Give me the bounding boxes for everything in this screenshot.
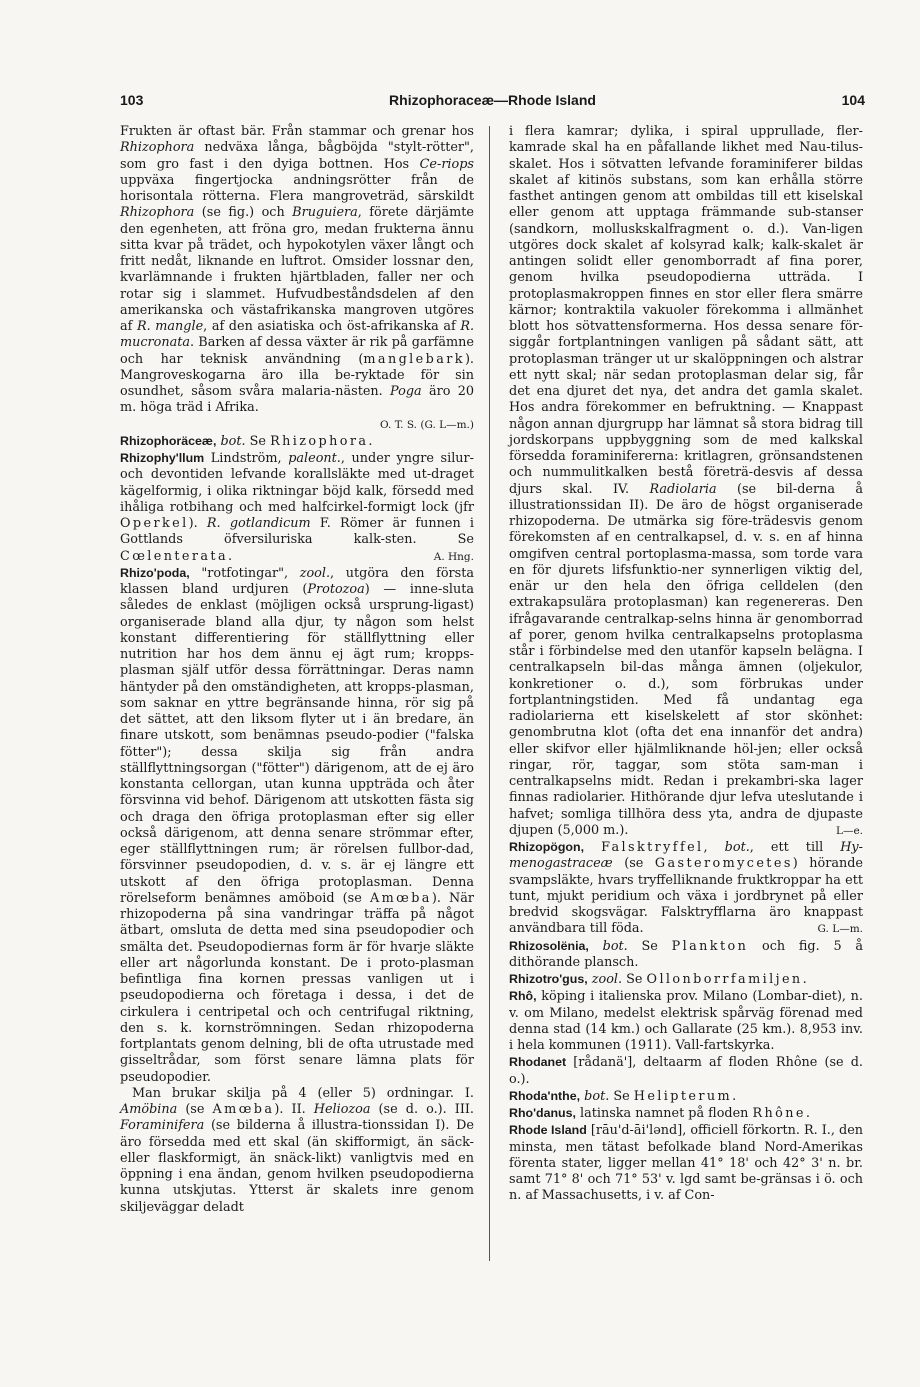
text-run: Ce-riops: [419, 156, 474, 172]
text-run: Foraminifera: [120, 1118, 205, 1134]
signature: G. L—m.: [817, 923, 863, 936]
text-run: Se: [627, 938, 672, 954]
headword: Rhizopögon,: [509, 840, 585, 854]
headword: Rhoda'nthe,: [509, 1088, 581, 1103]
text-run: ). II.: [274, 1102, 314, 1117]
text-run: bot.: [584, 1088, 610, 1104]
headword: Rhodanet: [509, 1055, 567, 1070]
page-header: [120, 92, 865, 114]
headword: Rhizotro'gus,: [509, 972, 588, 986]
text-run: paleont.: [288, 451, 341, 466]
text-run: manglebark: [363, 351, 465, 367]
text-run: [rådanä'], deltaarm af floden Rhône (se d. o.).: [509, 1055, 863, 1087]
text-run: ) — inne-sluta således de enklast (möjligen också ursprung-ligast) organiserade bland alla djur, ty någon som helst konstant differentiering för ställflyttning eller nutrition har hos dem ännu ej ägt rum; kropps-plasman själf utför dessa förrättningar. Deras namn häntyder på den omständigheten, att kropps-plasman, som saknar en yttre begränsande hinna, rör sig på det sättet, att den liksom flyter ut i än bredare, än finare utskott, som benämnas pseudo-podier ("falska fötter"); dessa skilja sig från andra ställflyttningsorgan ("fötter") därigenom, att de ej äro konstanta cellorgan, utan kunna uppträda och åter försvinna vid behof. Därigenom att utskotten fästa sig och draga den öfriga protoplasman efter sig eller också därigenom, att denna senare strömmar efter, eger ställflyttningen rum; är rörelsen fullbor-dad, försvinner pseudopodien, d. v. s. är ej längre ett utskott af den öfriga protoplasman. Denna rörelseform benämnes amöboid (se: [120, 582, 474, 906]
text-run: bot.: [220, 433, 246, 449]
text-run: Operkel: [120, 516, 189, 531]
text-run: latinska namnet på floden: [575, 1106, 753, 1121]
text-run: (se bil-derna å illustrationssidan II). De äro de högst organiserade rhizopoderna. De utmärka sig före-trädesvis genom förekomsten af en centralkapsel, d. v. s. en af hinna omgifven central portoplasma-massa, som torde vara en för djurets lifsfunktio-ner synnerligen viktig del, enär ur den hela den öfriga celldelen (den extrakapsulära protoplasman) kan regenereras. Den ifrågavarande centralkap-selns hinna är genomborrad af porer, genom hvilka centralkapselns protoplasma står i förbindelse med den utanför kapseln belägna. I centralkapseln bil-das många ämnen (oljekulor, konkretioner o. d.), som förbrukas under fortplantningstiden. Med få undantag ega radiolarierna ett kiselskelett af stor skönhet: genombrutna klot (ofta det ena innanför det andra) eller skifvor eller hjälmliknande höl-jen; eller också ringar, rör, taggar, som stöta sam-man i centralkapselns midt. Redan i prekambri-ska lager finnas radiolarier. Hithörande djur lefva uteslutande i hafvet; somliga tillhöra dess yta, andra de djupaste djupen (5,000 m.).: [509, 481, 863, 838]
text-run: [584, 840, 601, 855]
text-run: Frukten är oftast bär. Från stammar och grenar hos: [120, 124, 474, 139]
running-title: Rhizophoraceæ—Rhode Island: [389, 92, 596, 108]
headword: Rhizosolënia,: [509, 938, 589, 953]
headword: Rho'danus,: [509, 1106, 576, 1120]
left-column: [120, 124, 474, 1216]
entry-rho: [509, 988, 863, 1054]
text-run: .: [805, 1106, 810, 1121]
rhizopoda-orders: [120, 1086, 474, 1216]
entry-rhodanus: [509, 1105, 863, 1122]
headword: Rhode Island: [509, 1123, 587, 1138]
text-run: , under yngre silur- och devontiden lefvande korallsläkte med ut-draget kägelformig, i olika riktningar böjd kalk, försedd med ihåliga rotbihang och med halfcirkel-formigt lock (jfr: [120, 451, 474, 515]
text-run: Se: [609, 1088, 634, 1104]
text-run: .: [368, 433, 373, 449]
text-run: Lindström,: [204, 451, 289, 466]
rhizopoda-continuation: [509, 124, 863, 839]
text-run: Poga: [390, 384, 422, 399]
text-run: , ett till: [749, 840, 841, 855]
signature: O. T. S. (G. L—m.): [380, 418, 474, 431]
entry-rhodanet: [509, 1054, 863, 1088]
text-run: i flera kamrar; dylika, i spiral upprullade, fler-kamrade skal ha en påfallande likhet med Nau-tilus-skalet. Hos i sötvatten lefvande foraminiferer bildas skalet af kitinös substans, som kan erhålla större fasthet antingen genom att ombildas till ett kiselskal eller genom att upptaga främmande sub-stanser (sandkorn, molluskskalfragment o. d.). Van-ligen utgöres dock skalet af kolsyrad kalk; kalk-skalet är antingen solidt eller genomborradt af fina porer, genom hvilka pseudopodierna utträda. I protoplasmakroppen finnes en stor eller flera smärre kärnor; kontraktila vakuoler förekomma i allmänhet blott hos sötvattensformerna. Hos dessa senare för-siggår fortplantningen vanligen på sådant sätt, att protoplasman tränger ut ur skalöppningen och alstrar ett nytt skal; när sedan protoplasman delar sig, får det ena djuret det nya, det andra det gamla skalet. Hos andra förekommer en befruktning. — Knappast någon annan djurgrupp har lämnat så stora bidrag till jordskorpans uppbyggning som de med kalkskal försedda foraminifererna: kritlagren, grönsandstenen och nummulitkalken bestå företrä-desvis af dessa djurs skal. IV.: [509, 124, 863, 497]
text-run: (se d. o.). III.: [370, 1102, 474, 1117]
text-run: F. Römer är funnen i Gottlands öfversiluriska kalk-sten. Se: [120, 516, 474, 548]
text-run: zool.: [591, 972, 623, 987]
text-run: "rotfotingar",: [189, 565, 300, 581]
text-run: , utgöra den första klassen bland urdjuren (: [120, 565, 474, 597]
text-run: bot.: [602, 938, 628, 954]
text-run: Rhizophora: [120, 205, 195, 221]
text-run: Amöbina: [120, 1102, 178, 1117]
text-run: ,: [703, 840, 725, 855]
entry-rhodanthe: [509, 1088, 863, 1105]
text-run: äro 20 m. höga träd i Afrika.: [120, 384, 474, 416]
text-run: Rhizophora: [120, 140, 195, 156]
text-run: (se bilderna å illustra-tionssidan I). De äro försedda med ett skal (än skifformigt, än säck- eller flaskformigt, än snäck-likt) vanligtvis med en öppning i ena ändan, genom hvilken pseudopodierna kunna utskjutas. Ytterst är skalets inre genom skiljeväggar deladt: [120, 1118, 474, 1215]
entry-rhizosolenia: [509, 938, 863, 972]
text-run: , af den asiatiska och öst-afrikanska af: [203, 319, 461, 334]
text-run: Amœba: [369, 890, 432, 906]
page-number-right: 104: [841, 92, 865, 108]
text-run: och fig. 5 å dithörande plansch.: [509, 938, 863, 970]
entry-rhode-island: [509, 1122, 863, 1204]
text-run: Falsktryffel: [601, 840, 704, 855]
text-run: Heliozoa: [313, 1102, 371, 1117]
entry-rhizophyllum: [120, 450, 474, 565]
text-run: .: [802, 972, 807, 987]
text-run: ).: [188, 516, 207, 531]
entry-rhizopogon: [509, 839, 863, 938]
page-number-left: 103: [120, 92, 144, 108]
headword: Rhizo'poda,: [120, 565, 190, 580]
text-run: Rhizophora: [270, 433, 369, 449]
text-run: ). Mangroveskogarna äro illa be-ryktade för sin osundhet, såsom svåra malaria-nästen.: [120, 351, 474, 399]
text-run: .: [228, 548, 233, 564]
right-column: [509, 124, 863, 1205]
headword: Rhizophoräceæ,: [120, 433, 217, 448]
text-run: (se: [612, 856, 655, 872]
text-run: R. gotlandicum: [206, 516, 311, 531]
headword: Rhô,: [509, 989, 537, 1004]
text-run: [rāu'd-āi'lənd], officiell förkortn. R. I., den minsta, men tätast befolkade bland Nord-Amerikas förenta stater, ligger mellan 41° 18' och 42° 3' n. br. samt 71° 8' och 71° 53' v. lgd samt be-gränsas i ö. och n. af Massachusetts, i v. af Con-: [509, 1123, 864, 1204]
text-run: ). När rhizopoderna på sina vandringar träffa på något ätbart, omsluta de detta med sina pseudopodier och smälta det. Pseudopodiernas form är för hvarje släkte eller art någorlunda konstant. De i proto-plasman befintliga fina kornen pressas vanligen ut i pseudopodierna och företaga i dessa, i det de cirkulera i centripetal och och centrifugal riktning, den s. k. kornströmningen. Sedan rhizopoderna fortplantats genom delning, bli de ofta utrustade med gisseltrådar, som först senare lämna plats för pseudopodier.: [120, 890, 474, 1085]
text-run: .: [732, 1088, 737, 1104]
signature: L—e.: [835, 824, 863, 837]
text-run: Se: [622, 972, 647, 987]
text-run: Man brukar skilja på 4 (eller 5) ordningar. I.: [132, 1085, 474, 1101]
text-run: nedväxa långa, bågböjda "stylt-rötter", som gro fast i den dyiga bottnen. Hos: [120, 140, 474, 172]
column-divider: [489, 126, 490, 1261]
text-run: Gasteromycetes: [654, 856, 793, 872]
text-run: bot.: [724, 840, 750, 855]
entry-rhizopoda: [120, 565, 474, 1086]
text-run: Se: [245, 433, 271, 449]
text-run: uppväxa fingertjocka andningsrötter från de horisontala rötterna. Flera mangroveträd, särskildt: [120, 172, 474, 204]
text-run: Bruguiera: [292, 205, 358, 221]
text-run: R. mucronata: [120, 319, 475, 351]
text-run: Amœba: [212, 1102, 275, 1117]
entry-rhizophoraceae: [120, 433, 474, 450]
text-run: Ollonborrfamiljen: [646, 972, 803, 987]
text-run: Protozoa: [307, 582, 365, 597]
text-run: ) hörande svampsläkte, hvars tryffelliknande fruktkroppar ha ett tunt, mjukt peridium och växa i jordbrynet på eller bredvid skogsvägar. Falsktryfflarna äro knappast användbara till föda.: [509, 856, 863, 937]
text-run: zool.: [299, 565, 331, 581]
text-run: Hy-menogastraceæ: [509, 840, 863, 872]
text-run: (se fig.) och: [194, 205, 293, 221]
text-run: , förete därjämte den egenheten, att fröna gro, medan frukterna ännu sitta kvar på trädet, och hypokotylen växer långt och fritt nedåt, liknande en luftrot. Omsider lossnar den, kvarlämnande i frukten hjärtbladen, faller ner och rotar sig i slammet. Hufvudbeståndsdelen af den amerikanska och västafrikanska mangroven utgöres af: [120, 205, 474, 334]
text-run: Rhône: [752, 1106, 806, 1121]
signature: A. Hng.: [433, 550, 474, 563]
rhizophoraceae-continuation: [120, 124, 474, 417]
text-run: [589, 939, 603, 954]
text-run: (se: [177, 1102, 213, 1117]
text-run: . Barken af dessa växter är rik på garfämne och har teknisk användning (: [120, 335, 474, 367]
text-run: Helipterum: [633, 1088, 733, 1104]
text-run: Cœlenterata: [120, 548, 228, 564]
text-run: Plankton: [671, 938, 749, 954]
text-run: R. mangle: [136, 319, 204, 334]
entry-rhizotrogus: [509, 971, 863, 988]
text-run: köping i italienska prov. Milano (Lombar-diet), n. v. om Milano, medelst elektrisk spårväg förenad med denna stad (14 km.) och Gallarate (25 km.). 8,953 inv. i hela kommunen (1911). Vall-fartskyrka.: [509, 989, 863, 1053]
text-run: Radiolaria: [649, 481, 717, 497]
headword: Rhizophy'llum: [120, 451, 205, 465]
